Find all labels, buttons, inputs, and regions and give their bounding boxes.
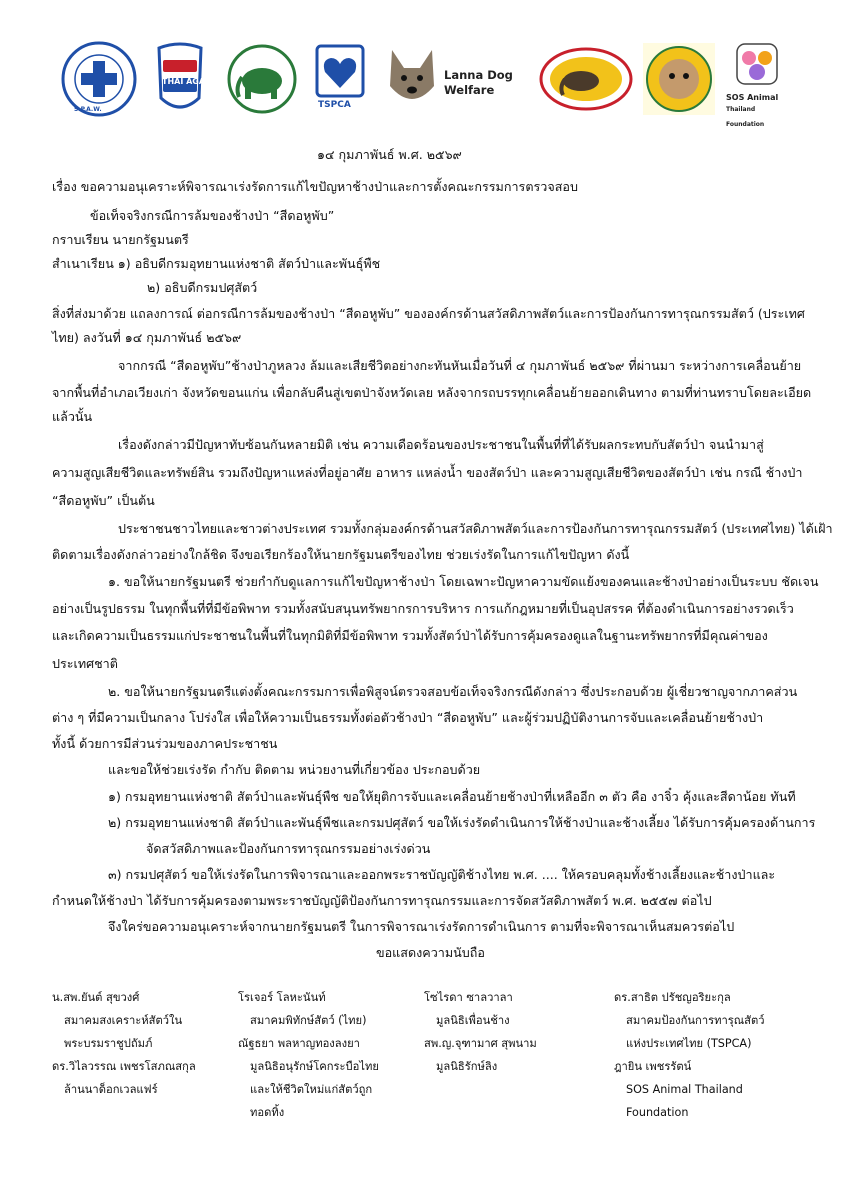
item1-line-2: อย่างเป็นรูปธรรม ในทุกพื้นที่ที่มีข้อพิพาท รวมทั้งสนับสนุนทรัพยากรการบริหาร การแก้กฎหมายที่เป็นอุปสรรค ที่ต้องดำเนินการอย่างรวดเร็ว (52, 601, 794, 616)
signatory-org: ล้านนาด็อกเวลแฟร์ (64, 1083, 158, 1096)
item1-line-1: ๑. ขอให้นายกรัฐมนตรี ช่วยกำกับดูแลการแก้ไขปัญหาช้างป่า โดยเฉพาะปัญหาความขัดแย้งของคนและช้างป่าอย่างเป็นระบบ ชัดเจน (108, 574, 819, 589)
salutation: กราบเรียน นายกรัฐมนตรี (52, 232, 189, 247)
signatory-org: ทอดทิ้ง (250, 1106, 285, 1119)
signatory-name: ดร.สาธิต ปรัชญอริยะกุล (614, 991, 731, 1004)
elephant-foundation-logo-icon (538, 40, 634, 118)
para3-line-1: ประชาชนชาวไทยและชาวต่างประเทศ รวมทั้งกลุ่มองค์กรด้านสวัสดิภาพสัตว์และการป้องกันการทารุณกรรมสัตว์ (ประเทศไทย) ได้เฝ้า (118, 521, 833, 536)
letter-date: ๑๔ กุมภาพันธ์ พ.ศ. ๒๕๖๙ (317, 147, 462, 162)
signatory-name: ดร.วิไลวรรณ เพชรโสภณสกุล (52, 1060, 196, 1073)
signatory-org: พระบรมราชูปถัมภ์ (64, 1037, 153, 1050)
subject-line-1: เรื่อง ขอความอนุเคราะห์พิจารณาเร่งรัดการแก้ไขปัญหาช้างป่าและการตั้งคณะกรรมการตรวจสอบ (52, 179, 578, 194)
item1-line-4: ประเทศชาติ (52, 656, 118, 671)
pet-foundation-logo-icon (642, 40, 716, 118)
thai-aga-logo-icon (152, 40, 208, 118)
signatory-org: Foundation (626, 1106, 689, 1119)
sub-item-2-line-2: จัดสวัสดิภาพและป้องกันการทารุณกรรมอย่างเร่งด่วน (146, 841, 431, 856)
sub-item-3-line-1: ๓) กรมปศุสัตว์ ขอให้เร่งรัดในการพิจารณาและออกพระราชบัญญัติช้างไทย พ.ศ. .... ให้ครอบคลุมทั้งช้างเลี้ยงและช้างป่าและ (108, 867, 776, 882)
signatory-name: น.สพ.ยันต์ สุขวงศ์ (52, 991, 140, 1004)
signatory-org: สมาคมพิทักษ์สัตว์ (ไทย) (250, 1014, 367, 1027)
friends-asian-elephant-logo-icon (226, 40, 298, 118)
signatory-org: สมาคมสงเคราะห์สัตว์ใน (64, 1014, 183, 1027)
para3-line-2: ติดตามเรื่องดังกล่าวอย่างใกล้ชิด จึงขอเรียกร้องให้นายกรัฐมนตรีของไทย ช่วยเร่งรัดในการแก้ไขปัญหา ดังนี้ (52, 547, 630, 562)
item2-line-2: ต่าง ๆ ที่มีความเป็นกลาง โปร่งใส เพื่อให้ความเป็นธรรมทั้งต่อตัวช้างป่า “สีดอหูพับ” และผู้ร่วมปฏิบัติงานการจับและเคลื่อนย้ายช้างป่า (52, 710, 764, 725)
signatory-org: แห่งประเทศไทย (TSPCA) (626, 1037, 752, 1050)
enclosure-line-1: สิ่งที่ส่งมาด้วย แถลงการณ์ ต่อกรณีการล้มของช้างป่า “สีดอหูพับ” ขององค์กรด้านสวัสดิภาพสัตว์และการป้องกันการทารุณกรรมสัตว์ (ประเทศ (52, 306, 805, 321)
spaw-logo-icon (60, 40, 138, 118)
item2-line-3: ทั้งนี้ ด้วยการมีส่วนร่วมของภาคประชาชน (52, 736, 278, 751)
signatory-org: มูลนิธิรักษ์ลิง (436, 1060, 498, 1073)
closing-line: จึงใคร่ขอความอนุเคราะห์จากนายกรัฐมนตรี ในการพิจารณาเร่งรัดการดำเนินการ ตามที่จะพิจารณาเห็นสมควรต่อไป (108, 919, 735, 934)
para1-line-2: จากพื้นที่อำเภอเวียงเก่า จังหวัดขอนแก่น เพื่อกลับคืนสู่เขตป่าจังหวัดเลย หลังจากรถบรรทุกเคลื่อนย้ายออกเดินทาง ตามที่ท่านทราบโดยละเอียด (52, 385, 812, 400)
signatory-name: โรเจอร์ โลหะนันท์ (238, 991, 326, 1004)
signatory-org: และให้ชีวิตใหม่แก่สัตว์ถูก (250, 1083, 373, 1096)
signatory-org: มูลนิธิอนุรักษ์โคกระบือไทย (250, 1060, 379, 1073)
spaw-logo-text: S.P.A.W. (74, 106, 102, 113)
sub-item-3-line-2: กำหนดให้ช้างป่า ได้รับการคุ้มครองตามพระราชบัญญัติป้องกันการทารุณกรรมและการจัดสวัสดิภาพสัตว์ พ.ศ. ๒๕๕๗ ต่อไป (52, 893, 712, 908)
signatory-name: ณัฐธยา พลหาญทองลงยา (238, 1037, 360, 1050)
sub-item-2-line-1: ๒) กรมอุทยานแห่งชาติ สัตว์ป่าและพันธุ์พืชและกรมปศุสัตว์ ขอให้เร่งรัดดำเนินการให้ช้างป่าและช้างเลี้ยง ได้รับการคุ้มครองด้านการ (108, 815, 816, 830)
para2-line-1: เรื่องดังกล่าวมีปัญหาทับซ้อนกันหลายมิติ เช่น ความเดือดร้อนของประชาชนในพื้นที่ที่ได้รับผลกระทบกับสัตว์ป่า จนนำมาสู่ (118, 437, 764, 452)
signatory-org: มูลนิธิเพื่อนช้าง (436, 1014, 510, 1027)
cc-line-2: ๒) อธิบดีกรมปศุสัตว์ (147, 280, 258, 295)
sos-logo-subtext: Thailand Foundation (726, 106, 765, 128)
signatory-name: ฎายิน เพชรรัตน์ (614, 1060, 692, 1073)
item2-line-1: ๒. ขอให้นายกรัฐมนตรีแต่งตั้งคณะกรรมการเพื่อพิสูจน์ตรวจสอบข้อเท็จจริงกรณีดังกล่าว ซึ่งประกอบด้วย ผู้เชี่ยวชาญจากภาคส่วน (108, 684, 798, 699)
signatory-name: สพ.ญ.จุฑามาศ สุพนาม (424, 1037, 537, 1050)
request-line: และขอให้ช่วยเร่งรัด กำกับ ติดตาม หน่วยงานที่เกี่ยวข้อง ประกอบด้วย (108, 762, 481, 777)
subject-line-2: ข้อเท็จจริงกรณีการล้มของช้างป่า “สีดอหูพับ” (90, 208, 335, 223)
para2-line-3: “สีดอหูพับ” เป็นต้น (52, 493, 155, 508)
cc-line-1: สำเนาเรียน ๑) อธิบดีกรมอุทยานแห่งชาติ สัตว์ป่าและพันธุ์พืช (52, 256, 381, 271)
logo-row (60, 40, 790, 128)
tspca-logo-text: TSPCA (318, 100, 351, 110)
lanna-dog-welfare-logo-icon (384, 40, 534, 118)
sos-animal-logo-icon (724, 40, 790, 128)
regards-line: ขอแสดงความนับถือ (376, 945, 485, 960)
sub-item-1: ๑) กรมอุทยานแห่งชาติ สัตว์ป่าและพันธุ์พืช ขอให้ยุติการจับและเคลื่อนย้ายช้างป่าที่เหลืออีก ๓ ตัว คือ งาจิ๋ว คุ้งและสีดาน้อย ทันที (108, 789, 796, 804)
tspca-logo-icon (312, 40, 368, 118)
signatory-name: โซไรดา ซาลวาลา (424, 991, 513, 1004)
sos-logo-text: SOS Animal (726, 93, 779, 102)
thai-aga-logo-text: THAI AGA (162, 77, 206, 86)
lanna-logo-text: Lanna Dog Welfare (444, 68, 513, 97)
enclosure-line-2: ไทย) ลงวันที่ ๑๔ กุมภาพันธ์ ๒๕๖๙ (52, 330, 242, 345)
para1-line-3: แล้วนั้น (52, 409, 93, 424)
signatory-org: SOS Animal Thailand (626, 1083, 743, 1096)
para2-line-2: ความสูญเสียชีวิตและทรัพย์สิน รวมถึงปัญหาแหล่งที่อยู่อาศัย อาหาร แหล่งน้ำ ของสัตว์ป่า และความสูญเสียชีวิตของสัตว์ป่า เช่น กรณี ช้างป่า (52, 465, 803, 480)
signatory-org: สมาคมป้องกันการทารุณสัตว์ (626, 1014, 765, 1027)
item1-line-3: และเกิดความเป็นธรรมแก่ประชาชนในพื้นที่ในทุกมิติที่มีข้อพิพาท รวมทั้งสัตว์ป่าได้รับการคุ้มครองดูแลในฐานะทรัพยากรที่มีคุณค่าของ (52, 628, 768, 643)
para1-line-1: จากกรณี “สีดอหูพับ”ช้างป่าภูหลวง ล้มและเสียชีวิตอย่างกะทันหันเมื่อวันที่ ๔ กุมภาพันธ์ ๒๕๖๙ ที่ผ่านมา ระหว่างการเคลื่อนย้าย (118, 358, 802, 373)
